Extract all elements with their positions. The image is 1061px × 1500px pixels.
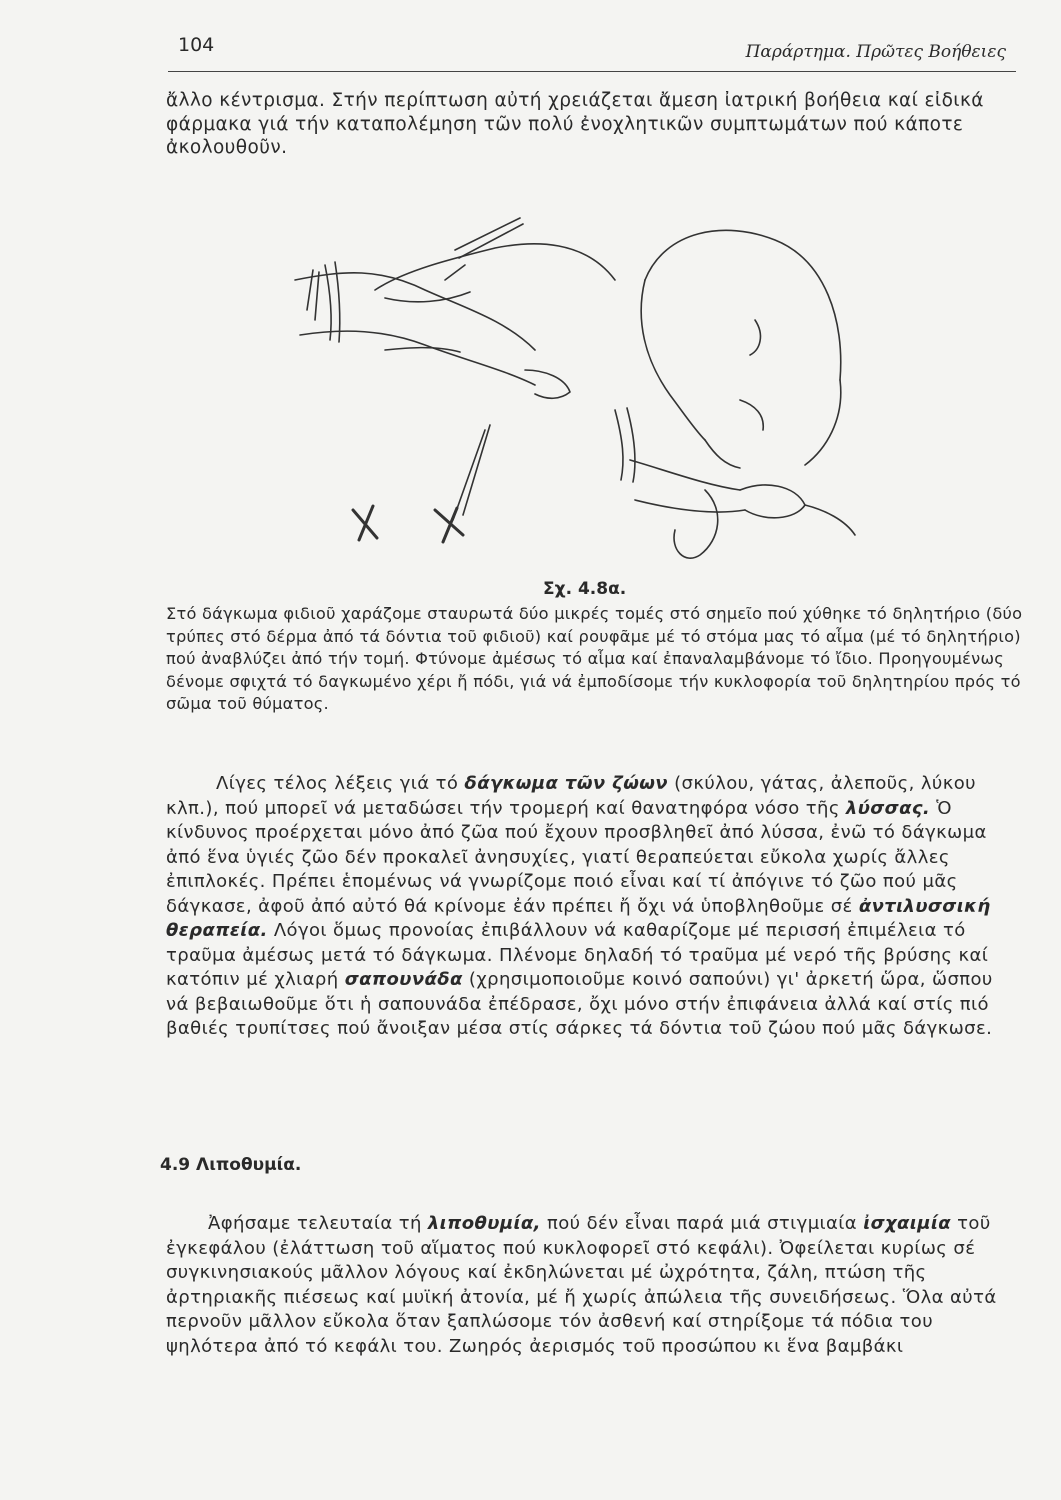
running-title: Παράρτημα. Πρῶτες Βοήθειες [745,42,1006,62]
snakebite-illustration [285,210,885,580]
emphasis-antirabies-therapy: ἀντιλυσσική θεραπεία. [166,895,991,941]
text-run: Λίγες τέλος λέξεις γιά τό [216,773,465,794]
figure-caption: Στό δάγκωμα φιδιοῦ χαράζομε σταυρωτά δύο μικρές τομές στό σημεῖο πού χύθηκε τό δηλητήριο (δύο τρύπες στό δέρμα ἀπό τά δόντια τοῦ φιδιοῦ) καί ρουφᾶμε μέ τό στόμα μας τό αἷμα (μέ τό δηλητήριο) πού ἀναβλύζει ἀπό τήν τομή. Φτύνομε ἀμέσως τό αἷμα καί ἐπαναλαμβάνομε τό ἴδιο. Προηγουμένως δένομε σφιχτά τό δαγκωμένο χέρι ἤ πόδι, γιά νά ἐμποδίσομε τήν κυκλοφορία τοῦ δηλητηρίου πρός τό σῶμα τοῦ θύματος. [166,604,1023,713]
page-number: 104 [178,34,215,56]
emphasis-animal-bite: δάγκωμα τῶν ζώων [464,773,668,794]
text-run: Λόγοι ὅμως προνοίας ἐπιβάλλουν νά καθαρίζομε μέ περισσή ἐπιμέλεια τό τραῦμα ἀμέσως μετά τό δάγκωμα. Πλένομε δηλαδή τό τραῦμα μέ νερό τῆς βρύσης καί κατόπιν μέ χλιαρή [166,920,989,990]
page-header [168,30,1016,74]
emphasis-rabies: λύσσας. [845,797,931,819]
text-run: τοῦ ἐγκεφάλου (ἐλάττωση τοῦ αἵματος πού κυκλοφορεῖ στό κεφάλι). Ὀφείλεται κυρίως σέ συγκινησιακούς μᾶλλον λόγους καί ἐκδηλώνεται μέ ὠχρότητα, ζάλη, πτώση τῆς ἀρτηριακῆς πιέσεως καί μυϊκή ἀτονία, μέ ἤ χωρίς ἀπώλεια τῆς συνειδήσεως. Ὅλα αὐτά περνοῦν μᾶλλον εὔκολα ὅταν ξαπλώσομε τόν ἀσθενή καί στηρίξομε τά πόδια του ψηλότερα ἀπό τό κεφάλι του. Ζωηρός ἀερισμός τοῦ προσώπου κι ἕνα βαμβάκι [166,1213,997,1357]
emphasis-fainting: λιποθυμία, [427,1213,541,1234]
text-run: (χρησιμοποιοῦμε κοινό σαπούνι) γι' ἀρκετή ὥρα, ὥσπου νά βεβαιωθοῦμε ὅτι ἡ σαπουνάδα ἐπέδρασε, ὄχι μόνο στήν ἐπιφάνεια ἀλλά καί στίς πιό βαθιές τρυπίτσες πού ἄνοιξαν μέσα στίς σάρκες τά δόντια τοῦ ζώου πού μᾶς δάγκωσε. [166,969,993,1039]
intro-paragraph: ἄλλο κέντρισμα. Στήν περίπτωση αὐτή χρειάζεται ἄμεση ἰατρική βοήθεια καί εἰδικά φάρμακα γιά τήν καταπολέμηση τῶν πολύ ἐνοχλητικῶν συμπτωμάτων πού κάποτε ἀκολουθοῦν. [166,90,984,158]
text-run: Ἀφήσαμε τελευταία τή [208,1213,428,1234]
section-title: 4.9 Λιποθυμία. [160,1155,302,1175]
text-run: Ὁ κίνδυνος προέρχεται μόνο ἀπό ζῶα πού ἔχουν προσβληθεῖ ἀπό λύσσα, ἐνῶ τό δάγκωμα ἀπό ἕνα ὑγιές ζῶο δέν προκαλεῖ ἀνησυχίες, γιατί θεραπεύεται εὔκολα χωρίς ἄλλες ἐπιπλοκές. Πρέπει ἑπομένως νά γνωρίζομε ποιό εἶναι καί τί ἀπόγινε τό ζῶο πού μᾶς δάγκασε, ἀφοῦ ἀπό αὐτό θά κρίνομε ἐάν πρέπει ἤ ὄχι νά ὑποβληθοῦμε σέ [166,797,987,917]
header-rule [168,71,1016,72]
emphasis-soapsuds: σαπουνάδα [344,969,463,990]
text-run: πού δέν εἶναι παρά μιά στιγμιαία [540,1213,864,1234]
text-run: (σκύλου, γάτας, ἀλεποῦς, λύκου κλπ.), πού μπορεῖ νά μεταδώσει τήν τρομερή καί θανατηφόρα νόσο τῆς [166,773,976,819]
fainting-paragraph [166,1212,1012,1359]
animal-bites-paragraph [166,772,1012,1042]
emphasis-ischemia: ἰσχαιμία [863,1213,952,1234]
figure-label: Σχ. 4.8α. [543,579,627,599]
